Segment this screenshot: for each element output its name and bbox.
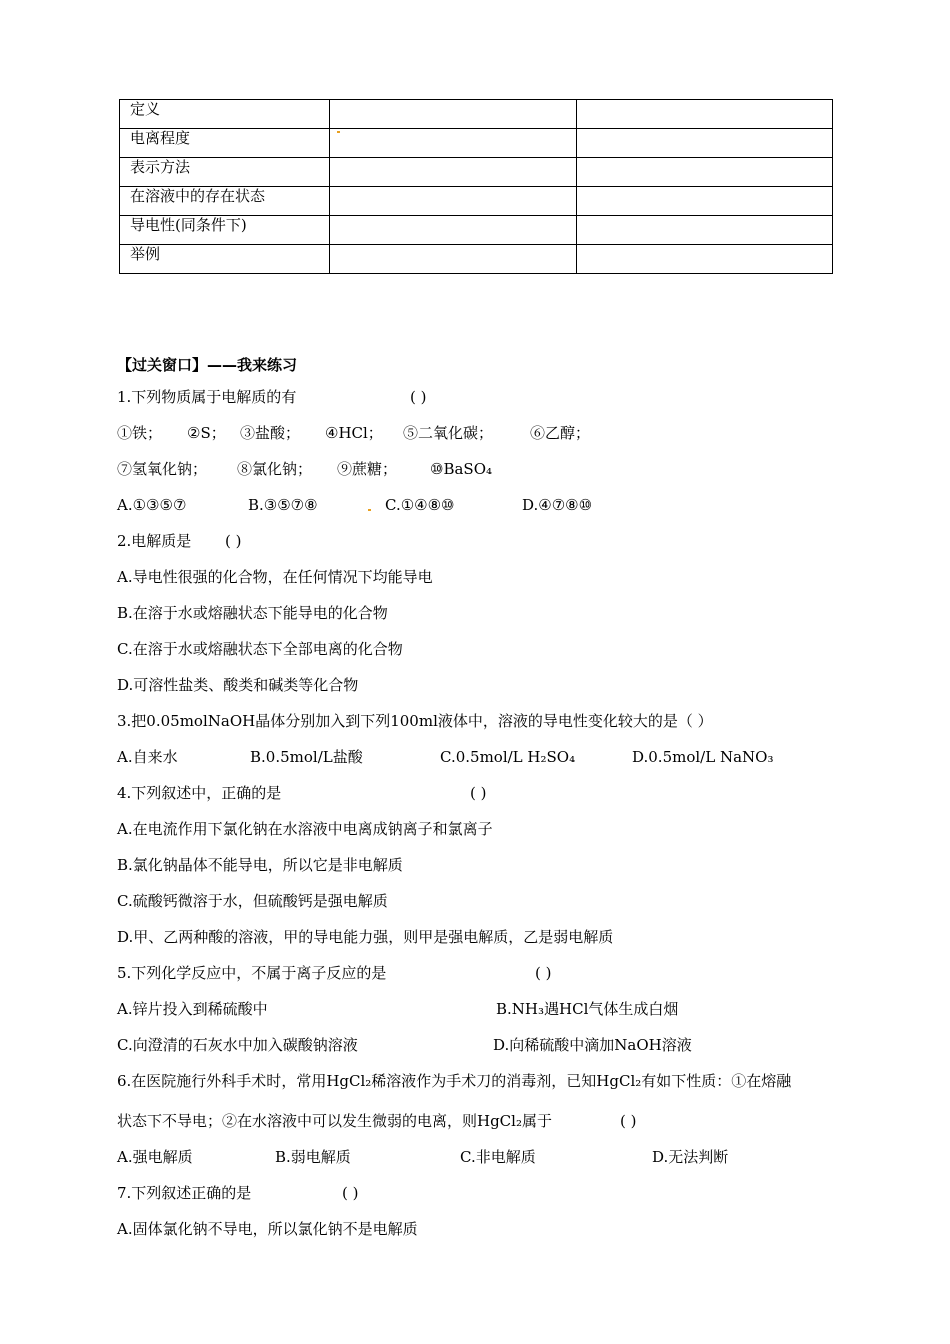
question-2-stem: 2.电解质是 xyxy=(117,532,192,550)
question-3-stem: 3.把0.05molNaOH晶体分别加入到下列100ml液体中，溶液的导电性变化较大的是（ ） xyxy=(117,712,713,730)
q5-option: B.NH₃遇HCl气体生成白烟 xyxy=(496,1000,679,1018)
stray-mark xyxy=(337,131,340,133)
q2-option: D.可溶性盐类、酸类和碱类等化合物 xyxy=(117,676,359,694)
q1-item: ③盐酸； xyxy=(240,424,301,442)
q1-item: ⑥乙醇； xyxy=(530,424,591,442)
q6-option: C.非电解质 xyxy=(460,1148,536,1166)
row-label: 定义 xyxy=(120,100,330,129)
q2-option: B.在溶于水或熔融状态下能导电的化合物 xyxy=(117,604,388,622)
q1-item: ⑦氢氧化钠； xyxy=(117,460,208,478)
question-1-stem: 1.下列物质属于电解质的有 xyxy=(117,388,297,406)
question-6-answer-blank: ( ) xyxy=(620,1112,637,1130)
table-row xyxy=(120,187,833,216)
q1-option: D.④⑦⑧⑩ xyxy=(522,496,593,514)
q3-option: B.0.5mol/L盐酸 xyxy=(250,748,363,766)
table-row xyxy=(120,216,833,245)
q6-option: D.无法判断 xyxy=(652,1148,729,1166)
table-row xyxy=(120,100,833,129)
q4-option: B.氯化钠晶体不能导电，所以它是非电解质 xyxy=(117,856,403,874)
question-4-answer-blank: ( ) xyxy=(470,784,487,802)
q4-option: D.甲、乙两种酸的溶液，甲的导电能力强，则甲是强电解质，乙是弱电解质 xyxy=(117,928,614,946)
question-5-answer-blank: ( ) xyxy=(535,964,552,982)
question-6-stem-line1: 6.在医院施行外科手术时，常用HgCl₂稀溶液作为手术刀的消毒剂，已知HgCl₂有如下性质：①在熔融 xyxy=(117,1072,792,1090)
q3-option: C.0.5mol/L H₂SO₄ xyxy=(440,748,576,766)
q1-option: C.①④⑧⑩ xyxy=(385,496,455,514)
question-7-stem: 7.下列叙述正确的是 xyxy=(117,1184,252,1202)
q5-option: A.锌片投入到稀硫酸中 xyxy=(117,1000,268,1018)
q1-item: ④HCl； xyxy=(325,424,383,442)
table-row xyxy=(120,245,833,274)
comparison-table xyxy=(119,99,833,274)
row-label: 表示方法 xyxy=(120,158,330,187)
q2-option: C.在溶于水或熔融状态下全部电离的化合物 xyxy=(117,640,403,658)
question-2-answer-blank: ( ) xyxy=(225,532,242,550)
question-7-answer-blank: ( ) xyxy=(342,1184,359,1202)
q2-option: A.导电性很强的化合物，在任何情况下均能导电 xyxy=(117,568,433,586)
row-label: 导电性(同条件下) xyxy=(120,216,330,245)
row-label: 电离程度 xyxy=(120,129,330,158)
question-5-stem: 5.下列化学反应中，不属于离子反应的是 xyxy=(117,964,387,982)
q6-option: B.弱电解质 xyxy=(275,1148,351,1166)
q1-option: A.①③⑤⑦ xyxy=(117,496,187,514)
row-label: 举例 xyxy=(120,245,330,274)
q4-option: C.硫酸钙微溶于水，但硫酸钙是强电解质 xyxy=(117,892,388,910)
q1-item: ②S； xyxy=(187,424,226,442)
q3-option: A.自来水 xyxy=(117,748,178,766)
question-6-stem-line2: 状态下不导电；②在水溶液中可以发生微弱的电离，则HgCl₂属于 xyxy=(117,1112,552,1130)
q7-option: A.固体氯化钠不导电，所以氯化钠不是电解质 xyxy=(117,1220,418,1238)
stray-mark xyxy=(368,509,371,511)
q4-option: A.在电流作用下氯化钠在水溶液中电离成钠离子和氯离子 xyxy=(117,820,493,838)
q1-item: ⑧氯化钠； xyxy=(237,460,313,478)
q1-item: ①铁； xyxy=(117,424,163,442)
q1-item: ⑩BaSO₄ xyxy=(430,460,492,478)
section-title: 【过关窗口】——我来练习 xyxy=(117,356,298,374)
q1-option: B.③⑤⑦⑧ xyxy=(248,496,318,514)
q3-option: D.0.5mol/L NaNO₃ xyxy=(632,748,774,766)
row-label: 在溶液中的存在状态 xyxy=(120,187,330,216)
q1-item: ⑤二氧化碳； xyxy=(403,424,494,442)
q1-item: ⑨蔗糖； xyxy=(337,460,398,478)
q6-option: A.强电解质 xyxy=(117,1148,193,1166)
table-row xyxy=(120,129,833,158)
table-row xyxy=(120,158,833,187)
q5-option: D.向稀硫酸中滴加NaOH溶液 xyxy=(493,1036,692,1054)
question-4-stem: 4.下列叙述中，正确的是 xyxy=(117,784,282,802)
question-1-answer-blank: ( ) xyxy=(410,388,427,406)
q5-option: C.向澄清的石灰水中加入碳酸钠溶液 xyxy=(117,1036,358,1054)
